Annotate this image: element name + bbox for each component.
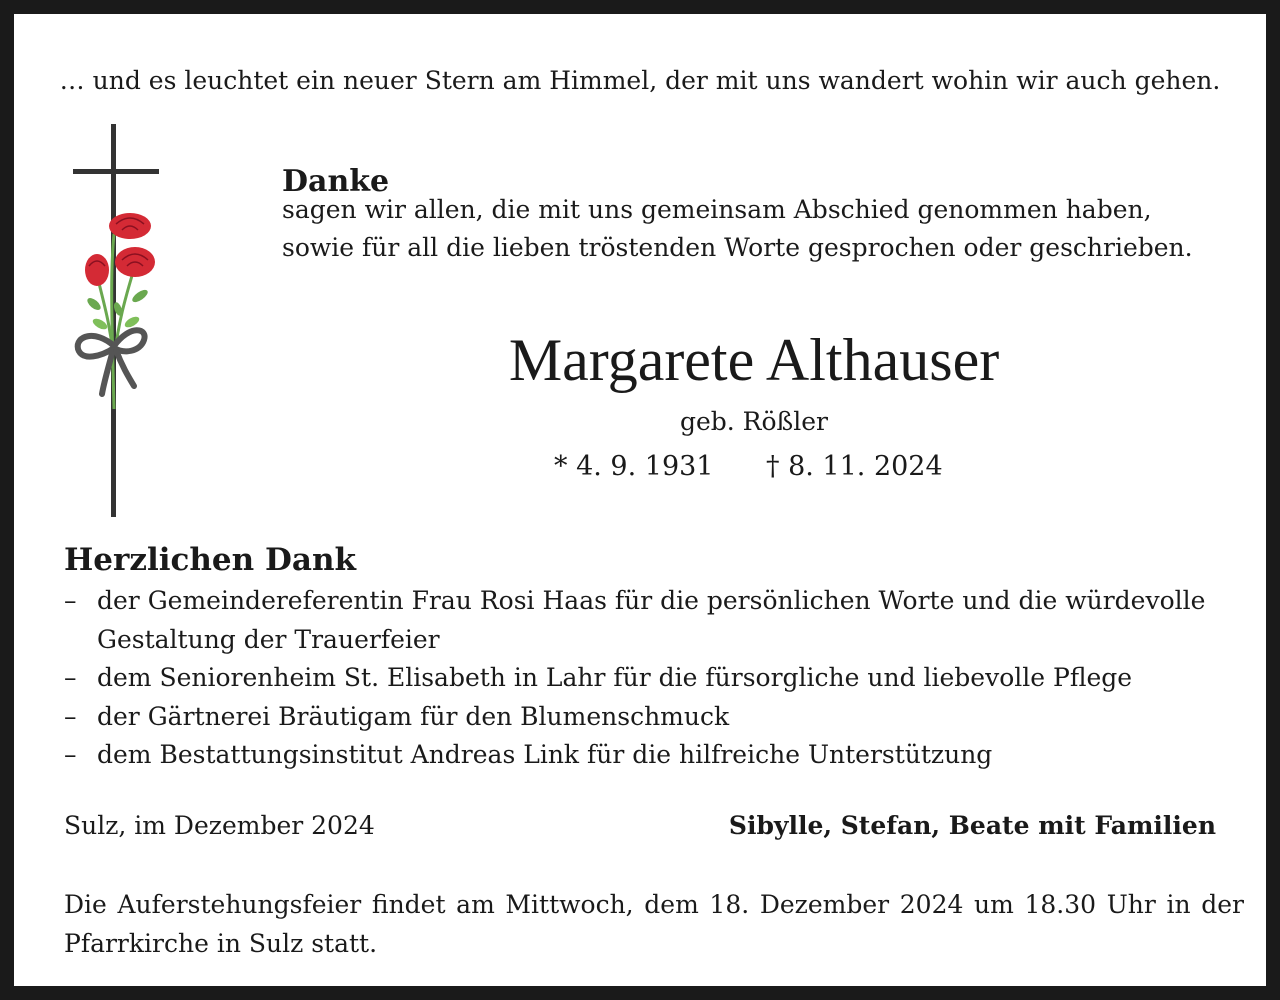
place-date: Sulz, im Dezember 2024 [64, 811, 375, 840]
list-dash: – [64, 701, 77, 731]
list-item-text: der Gemeindereferentin Frau Rosi Haas für die persönlichen Worte und die würdevolle Gestaltung der Trauerfeier [97, 586, 1206, 654]
signature: Sibylle, Stefan, Beate mit Familien [728, 811, 1216, 840]
birth-name: geb. Rößler [679, 407, 828, 436]
list-dash: – [64, 586, 77, 615]
list-item-text: dem Bestattungsinstitut Andreas Link für die hilfreiche Unterstützung [97, 740, 993, 769]
danke-line-2: sowie für all die lieben tröstenden Worte gesprochen oder geschrieben. [282, 233, 1193, 262]
list-item-text: der Gärtnerei Bräutigam für den Blumenschmuck [97, 701, 730, 731]
funeral-notice: Die Auferstehungsfeier findet am Mittwoch, dem 18. Dezember 2024 um 18.30 Uhr in der Pfarrkirche in Sulz statt. [64, 890, 1244, 958]
cross-with-roses-icon [70, 124, 162, 519]
list-item [64, 736, 1244, 775]
rose-top [109, 213, 151, 239]
list-dash: – [64, 663, 77, 692]
list-item-text: dem Seniorenheim St. Elisabeth in Lahr für die fürsorgliche und liebevolle Pflege [97, 663, 1133, 692]
deceased-name: Margarete Althauser [508, 327, 1000, 393]
danke-line-1: sagen wir allen, die mit uns gemeinsam Abschied genommen haben, [282, 195, 1152, 224]
birth-date: * 4. 9. 1931 [554, 451, 714, 482]
thanks-list [64, 582, 1244, 775]
thanks-heading: Herzlichen Dank [64, 542, 356, 578]
list-item [64, 582, 1244, 659]
list-item [64, 698, 1244, 737]
motto: … und es leuchtet ein neuer Stern am Himmel, der mit uns wandert wohin wir auch gehen. [59, 66, 1221, 95]
list-item [64, 659, 1244, 698]
death-date: † 8. 11. 2024 [766, 451, 943, 482]
danke-heading: Danke [282, 164, 390, 199]
rose-right [115, 247, 155, 277]
list-dash: – [64, 740, 77, 769]
rose-left [85, 254, 109, 286]
